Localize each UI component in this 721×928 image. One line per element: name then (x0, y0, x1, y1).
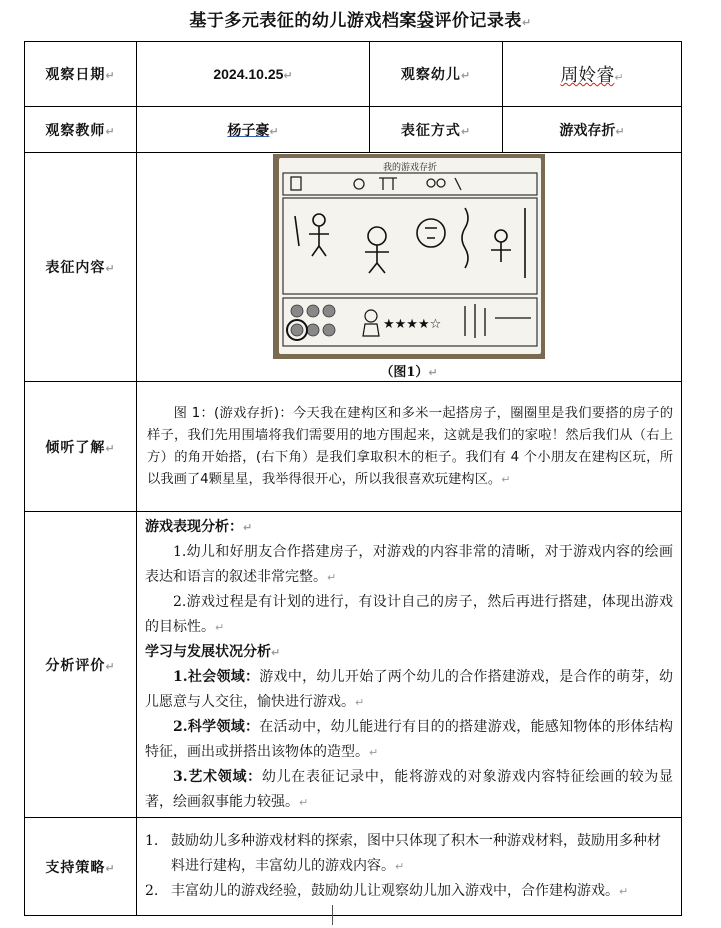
drawing-paper (279, 158, 541, 354)
content-cell (137, 153, 682, 382)
child-value: 周姈睿 (560, 65, 615, 86)
teacher-value: 杨子豪 (227, 122, 270, 139)
support-cell (137, 818, 682, 916)
drawing-main-area (283, 198, 537, 294)
listen-label: 倾听了解 (45, 439, 106, 456)
drawing-sketch (279, 158, 541, 354)
caption-text: （图1） (380, 365, 429, 380)
paragraph-mark: ↵ (521, 16, 532, 29)
record-table (24, 41, 682, 916)
child-label-cell: 观察幼儿↵ (370, 42, 503, 107)
content-label-cell: 表征内容↵ (25, 153, 137, 382)
analysis-cell (137, 512, 682, 818)
content-label: 表征内容 (45, 260, 106, 276)
method-label-cell: 表征方式↵ (370, 107, 503, 153)
support-label: 支持策略 (45, 859, 106, 876)
title-text: 基于多元表征的幼儿游戏档案 (189, 11, 417, 31)
document-title (0, 6, 721, 31)
analysis-point-1: 1.幼儿和好朋友合作搭建房子，对游戏的内容非常的清晰，对于游戏内容的绘画表达和语言的叙述非常完整。↵ (145, 544, 673, 585)
title-underlined: 袋 (416, 11, 435, 31)
support-item: 2. 丰富幼儿的游戏经验，鼓励幼儿让观察幼儿加入游戏中，合作建构游戏。↵ (145, 883, 629, 899)
child-label: 观察幼儿 (400, 67, 461, 83)
analysis-social: 1.社会领域：游戏中，幼儿开始了两个幼儿的合作搭建游戏，是合作的萌芽，幼儿愿意与人交往，愉快进行游戏。↵ (145, 669, 674, 710)
method-label: 表征方式 (400, 122, 461, 139)
child-value-cell: 周姈睿↵ (503, 42, 682, 107)
child-drawing-photo (273, 154, 545, 359)
listen-paragraph: 图 1：(游戏存折)：今天我在建构区和多米一起搭房子，圈圈里是我们要搭的房子的样子，我们先用围墙将我们需要用的地方围起来，这就是我们的家啦！然后我们从（右上方）的角开始搭，(右下角）是我们拿取积木的柜子。我们有 4 个小朋友在建构区玩，所以我画了4颗星星，我举得很开心，所以我很喜欢玩建构区。↵ (147, 405, 673, 487)
friends-sketch (465, 304, 531, 338)
date-value: 2024.10.25 (213, 66, 284, 82)
drawing-top-band (283, 173, 537, 195)
teacher-label-cell: 观察教师↵ (25, 107, 137, 153)
listen-text: 图 1：(游戏存折)：今天我在建构区和多米一起搭房子，圈圈里是我们要搭的房子的样子，我们先用围墙将我们需要用的地方围起来，这就是我们的家啦！然后我们从（右上方）的角开始搭，(右下角）是我们拿取积木的柜子。我们有 4 个小朋友在建构区玩，所以我画了4颗星星，我举得很开心，所以我很喜欢玩建构区。 (147, 405, 673, 487)
child-figure-sketch (363, 310, 379, 336)
analysis-body (137, 512, 681, 817)
analysis-point-2: 2.游戏过程是有计划的进行，有设计自己的房子，然后再进行搭建，体现出游戏的目标性。↵ (145, 594, 673, 635)
method-value-cell: 游戏存折↵ (503, 107, 682, 153)
support-list (137, 826, 681, 907)
method-value: 游戏存折 (559, 122, 616, 139)
row-analysis (25, 512, 682, 818)
drawing-stars: ★★★★☆ (383, 317, 442, 332)
analysis-heading-2: 学习与发展状况分析↵ (145, 644, 281, 660)
teacher-value-cell: 杨子豪↵ (137, 107, 370, 153)
analysis-label: 分析评价 (45, 657, 106, 674)
drawing-title: 我的游戏存折 (382, 163, 438, 173)
row-listen (25, 382, 682, 512)
figure-caption: （图1）↵ (380, 365, 438, 380)
support-item: 1. 鼓励幼儿多种游戏材料的探索，图中只体现了积木一种游戏材料，鼓励用多种材料进行建构，丰富幼儿的游戏内容。↵ (145, 833, 661, 874)
support-label-cell: 支持策略↵ (25, 818, 137, 916)
row-teacher (25, 107, 682, 153)
top-band-sketches (291, 177, 461, 190)
listen-cell (137, 382, 682, 512)
listen-label-cell: 倾听了解↵ (25, 382, 137, 512)
main-area-sketches (295, 208, 525, 278)
date-value-cell: 2024.10.25↵ (137, 42, 370, 107)
row-date (25, 42, 682, 107)
text-cursor (332, 905, 339, 925)
row-support (25, 818, 682, 916)
analysis-label-cell: 分析评价↵ (25, 512, 137, 818)
title-text-rest: 评价记录表 (434, 11, 522, 31)
date-label: 观察日期 (45, 67, 106, 83)
analysis-heading-1: 游戏表现分析：↵ (145, 519, 253, 535)
analysis-science: 2.科学领域：在活动中，幼儿能进行有目的的搭建游戏，能感知物体的形体结构特征，画出或拼搭出该物体的造型。↵ (145, 719, 674, 760)
analysis-art: 3.艺术领域：幼儿在表征记录中，能将游戏的对象游戏内容特征绘画的较为显著，绘画叙事能力较强。↵ (145, 769, 673, 810)
date-label-cell: 观察日期↵ (25, 42, 137, 107)
teacher-label: 观察教师 (45, 122, 106, 139)
row-content (25, 153, 682, 382)
